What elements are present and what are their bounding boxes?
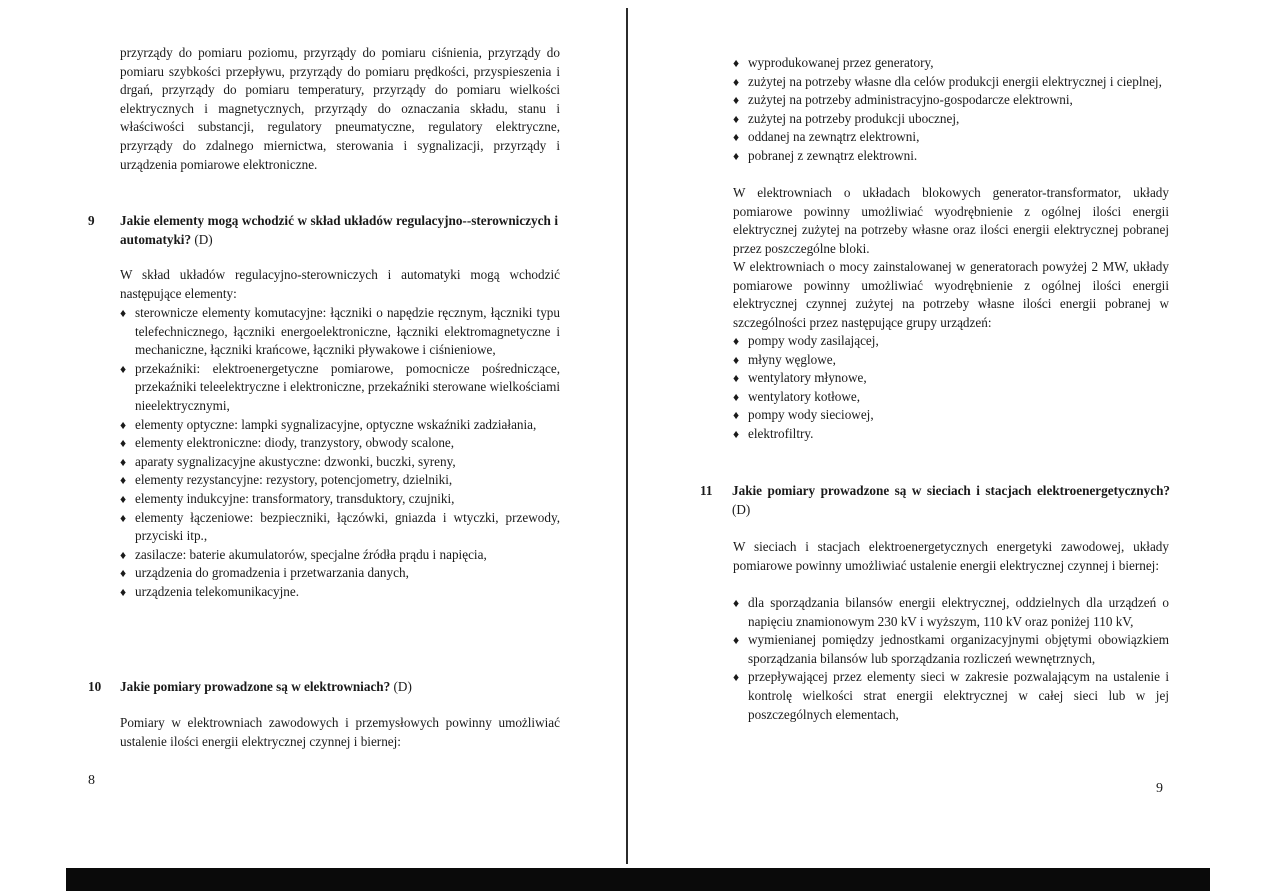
list-item: ♦ wymienianej pomiędzy jednostkami organizacyjnymi objętymi obowiązkiem sporządzania bilansów lub sporządzania rozliczeń wewnętrznych, <box>733 631 1169 668</box>
list-item: ♦ zużytej na potrzeby produkcji ubocznej, <box>733 110 1169 129</box>
question-11-lead: W sieciach i stacjach elektroenergetycznych energetyki zawodowej, układy pomiarowe powinny umożliwiać ustalenie energii elektrycznej czynnej i biernej: <box>733 539 1169 573</box>
devices-list-wrap <box>733 332 1169 444</box>
question-9-heading <box>88 212 558 249</box>
device-groups-bullet-list <box>733 332 1169 444</box>
list-item: ♦ wentylatory młynowe, <box>733 369 1169 388</box>
question-11-list-wrap <box>733 594 1169 724</box>
question-11-bullet-list <box>733 594 1169 724</box>
question-10-number: 10 <box>88 679 102 694</box>
question-10-heading <box>88 678 558 697</box>
list-item: ♦ urządzenia telekomunikacyjne. <box>120 583 560 602</box>
list-item: ♦ elektrofiltry. <box>733 425 1169 444</box>
list-item: ♦ zużytej na potrzeby własne dla celów produkcji energii elektrycznej i cieplnej, <box>733 73 1169 92</box>
list-item: ♦ przekaźniki: elektroenergetyczne pomiarowe, pomocnicze pośredniczące, przekaźniki teleelektryczne i elektroniczne, przekaźniki sterowane wielkościami nieelektrycznymi, <box>120 360 560 416</box>
question-9-bullet-list <box>120 304 560 602</box>
list-item: ♦ pompy wody zasilającej, <box>733 332 1169 351</box>
list-item: ♦ elementy elektroniczne: diody, tranzystory, obwody scalone, <box>120 434 560 453</box>
question-10-title: Jakie pomiary prowadzone są w elektrowniach? <box>120 679 391 694</box>
list-item: ♦ oddanej na zewnątrz elektrowni, <box>733 128 1169 147</box>
list-item: ♦ zasilacze: baterie akumulatorów, specjalne źródła prądu i napięcia, <box>120 546 560 565</box>
question-11-title: Jakie pomiary prowadzone są w sieciach i stacjach elektroenergetycznych? <box>732 483 1170 498</box>
page-number-right: 9 <box>1156 781 1163 796</box>
energy-use-bullet-list <box>733 54 1169 166</box>
list-item: ♦ elementy optyczne: lampki sygnalizacyjne, optyczne wskaźniki zadziałania, <box>120 416 560 435</box>
list-item: ♦ aparaty sygnalizacyjne akustyczne: dzwonki, buczki, syreny, <box>120 453 560 472</box>
question-11-level: (D) <box>732 501 751 517</box>
block-units-paragraph: W elektrowniach o układach blokowych generator-transformator, układy pomiarowe powinny umożliwiać wyodrębnienie z ogólnej ilości energii elektrycznej zużytej na potrzeby własne oraz ilości energii elektrycznej pobranej przez poszczególne bloki. <box>733 185 1169 256</box>
question-11-number: 11 <box>700 483 713 498</box>
list-item: ♦ elementy rezystancyjne: rezystory, potencjometry, dzielniki, <box>120 471 560 490</box>
list-item: ♦ zużytej na potrzeby administracyjno-gospodarcze elektrowni, <box>733 91 1169 110</box>
list-item: ♦ pompy wody sieciowej, <box>733 406 1169 425</box>
scan-bottom-edge <box>66 868 1210 891</box>
installed-power-paragraph: W elektrowniach o mocy zainstalowanej w generatorach powyżej 2 MW, układy pomiarowe powinny umożliwiać wyodrębnienie z ogólnej ilości energii elektrycznej czynnej zużytej na potrzeby własne ilości energii pobranej w szczególności przez następujące grupy urządzeń: <box>733 259 1169 330</box>
question-9-title: Jakie elementy mogą wchodzić w skład układów regulacyjno--sterowniczych i automatyki? <box>120 213 558 247</box>
list-item: ♦ wyprodukowanej przez generatory, <box>733 54 1169 73</box>
list-item: ♦ dla sporządzania bilansów energii elektrycznej, oddzielnych dla urządzeń o napięciu znamionowym 230 kV i wyższym, 110 kV oraz poniżej 110 kV, <box>733 594 1169 631</box>
list-item: ♦ przepływającej przez elementy sieci w zakresie pozwalającym na ustalenie i kontrolę wielkości strat energii elektrycznej w całej sieci lub w jej poszczególnych elementach, <box>733 668 1169 724</box>
page-number-left: 8 <box>88 773 95 788</box>
list-item: ♦ pobranej z zewnątrz elektrowni. <box>733 147 1169 166</box>
list-item: ♦ elementy indukcyjne: transformatory, transduktory, czujniki, <box>120 490 560 509</box>
question-9-list-wrap <box>120 304 560 602</box>
book-spine-divider <box>626 8 628 864</box>
list-item: ♦ sterownicze elementy komutacyjne: łączniki o napędzie ręcznym, łączniki typu telefechnicznego, łączniki energoelektroniczne, łączniki elektromagnetyczne i mechaniczne, łączniki krańcowe, łączniki pływakowe i ciśnieniowe, <box>120 304 560 360</box>
list-item: ♦ młyny węglowe, <box>733 351 1169 370</box>
question-9-number: 9 <box>88 213 95 228</box>
list-item: ♦ urządzenia do gromadzenia i przetwarzania danych, <box>120 564 560 583</box>
list-item: ♦ elementy łączeniowe: bezpieczniki, łączówki, gniazda i wtyczki, przewody, przyciski itp., <box>120 509 560 546</box>
question-10-lead: Pomiary w elektrowniach zawodowych i przemysłowych powinny umożliwiać ustalenie ilości energii elektrycznej czynnej i biernej: <box>120 715 560 749</box>
question-11-heading <box>700 482 1170 519</box>
question-9-level: (D) <box>194 231 213 247</box>
question-9-lead: W skład układów regulacyjno-sterowniczych i automatyki mogą wchodzić następujące elementy: <box>120 267 560 301</box>
list-item: ♦ wentylatory kotłowe, <box>733 388 1169 407</box>
intro-paragraph: przyrządy do pomiaru poziomu, przyrządy do pomiaru ciśnienia, przyrządy do pomiaru szybkości przepływu, przyrządy do pomiaru prędkości, przyspieszenia i drgań, przyrządy do pomiaru temperatury, przyrządy do pomiaru wielkości elektrycznych i magnetycznych, przyrządy do oznaczania składu, stanu i właściwości substancji, regulatory pneumatyczne, regulatory elektryczne, przyrządy do zdalnego miernictwa, sterowania i sygnalizacji, przyrządy i urządzenia pomiarowe elektroniczne. <box>120 45 560 172</box>
question-10-level: (D) <box>393 679 412 694</box>
generation-list-wrap <box>733 54 1169 166</box>
